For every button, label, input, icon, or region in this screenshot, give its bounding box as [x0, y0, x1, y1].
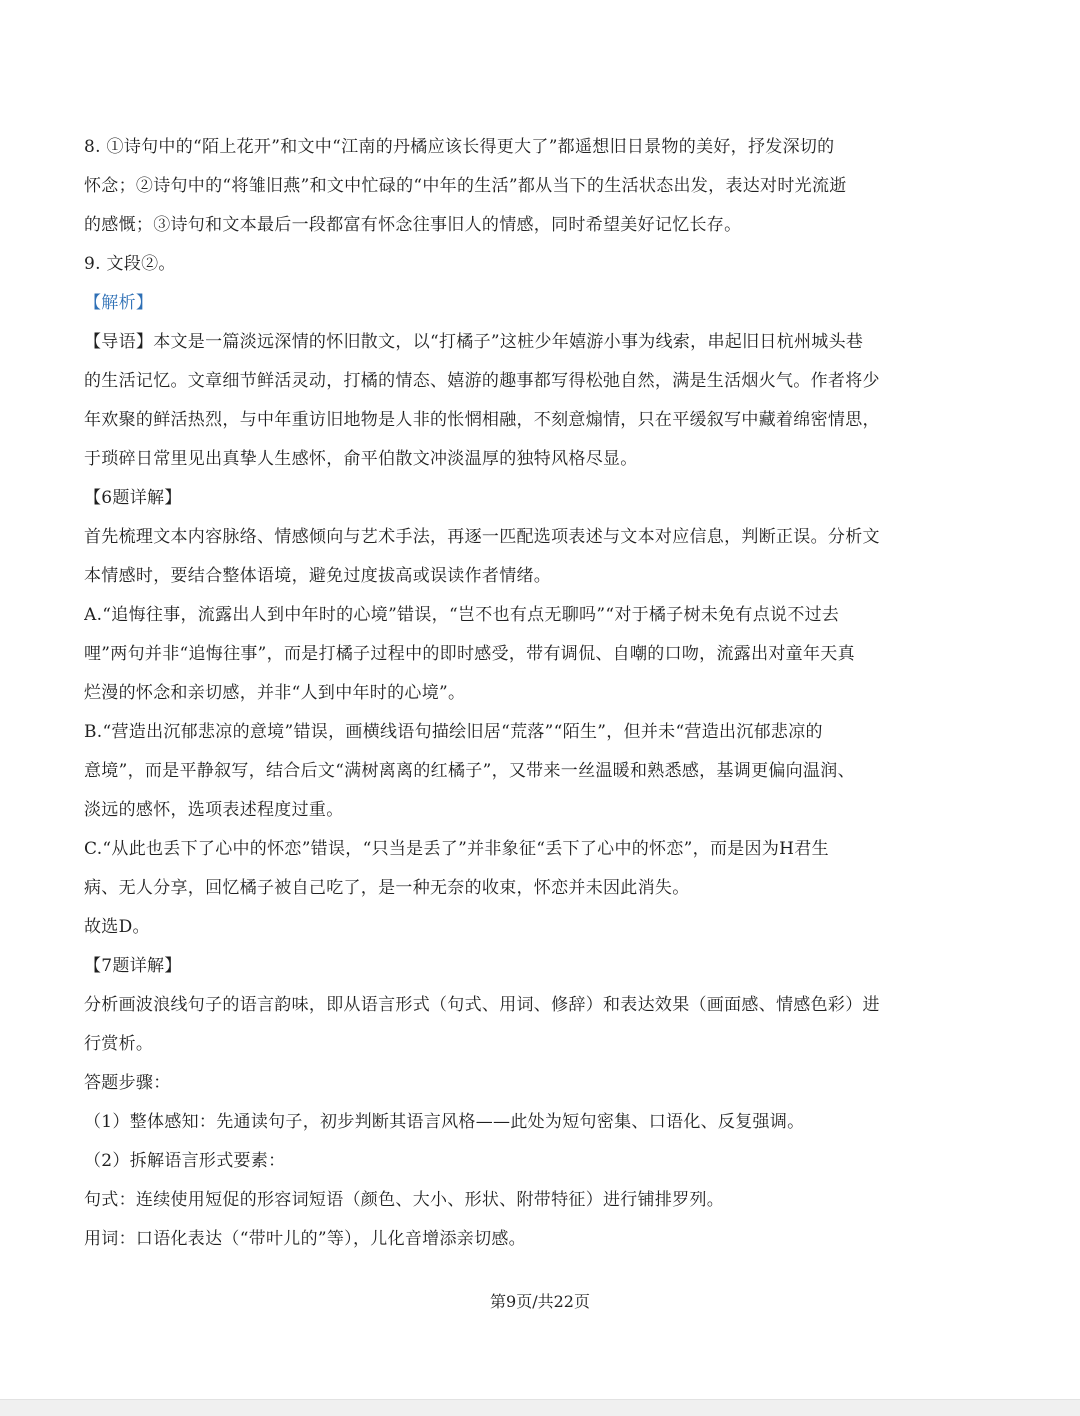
text-line: 行赏析。: [84, 1034, 154, 1054]
text-line: 首先梳理文本内容脉络、情感倾向与艺术手法，再逐一匹配选项表述与文本对应信息，判断正误。分析文: [84, 527, 880, 547]
answer-body: [84, 128, 984, 1259]
text-line: 哩”两句并非“追悔往事”，而是打橘子过程中的即时感受，带有调侃、自嘲的口吻，流露出对童年天真: [84, 644, 855, 664]
text-line: 分析画波浪线句子的语言韵味，即从语言形式（句式、用词、修辞）和表达效果（画面感、情感色彩）进: [84, 995, 880, 1015]
text-line: A.“追悔往事，流露出人到中年时的心境”错误，“岂不也有点无聊吗”“对于橘子树未免有点说不过去: [84, 605, 840, 625]
text-line: 8. ①诗句中的“陌上花开”和文中“江南的丹橘应该长得更大了”都遥想旧日景物的美好，抒发深切的: [84, 137, 835, 157]
text-line: 本情感时，要结合整体语境，避免过度拔高或误读作者情绪。: [84, 566, 552, 586]
text-line: 的生活记忆。文章细节鲜活灵动，打橘的情态、嬉游的趣事都写得松弛自然，满是生活烟火气。作者将少: [84, 371, 880, 391]
text-line: B.“营造出沉郁悲凉的意境”错误，画横线语句描绘旧居“荒落”“陌生”，但并未“营造出沉郁悲凉的: [84, 722, 823, 742]
text-line: 【导语】本文是一篇淡远深情的怀旧散文，以“打橘子”这桩少年嬉游小事为线索，串起旧日杭州城头巷: [84, 332, 864, 352]
text-line: （1）整体感知：先通读句子，初步判断其语言风格——此处为短句密集、口语化、反复强调。: [84, 1112, 805, 1132]
section-heading-q6: 【6题详解】: [84, 488, 182, 508]
text-line: 于琐碎日常里见出真挚人生感怀，俞平伯散文冲淡温厚的独特风格尽显。: [84, 449, 638, 469]
text-line: 答题步骤：: [84, 1073, 171, 1093]
text-line: C.“从此也丢下了心中的怀恋”错误，“只当是丢了”并非象征“丢下了心中的怀恋”，而是因为H君生: [84, 839, 829, 859]
analysis-heading: 【解析】: [84, 293, 154, 313]
text-line: 故选D。: [84, 917, 150, 937]
text-line: 的感慨；③诗句和文本最后一段都富有怀念往事旧人的情感，同时希望美好记忆长存。: [84, 215, 742, 235]
text-line: 9. 文段②。: [84, 254, 176, 274]
text-line: 年欢聚的鲜活热烈，与中年重访旧地物是人非的怅惘相融，不刻意煽情，只在平缓叙写中藏着绵密情思，: [84, 410, 880, 430]
text-line: 怀念；②诗句中的“将雏旧燕”和文中忙碌的“中年的生活”都从当下的生活状态出发，表达对时光流逝: [84, 176, 847, 196]
page-number: 第9页/共22页: [490, 1292, 590, 1311]
text-line: 病、无人分享，回忆橘子被自己吃了，是一种无奈的收束，怀恋并未因此消失。: [84, 878, 690, 898]
text-line: 意境”，而是平静叙写，结合后文“满树离离的红橘子”，又带来一丝温暖和熟悉感，基调更偏向温润、: [84, 761, 855, 781]
text-line: 用词：口语化表达（“带叶儿的”等），儿化音增添亲切感。: [84, 1229, 526, 1249]
scroll-bar-strip: [0, 1399, 1080, 1416]
text-line: （2）拆解语言形式要素：: [84, 1151, 286, 1171]
text-line: 淡远的感怀，选项表述程度过重。: [84, 800, 344, 820]
text-line: 句式：连续使用短促的形容词短语（颜色、大小、形状、附带特征）进行铺排罗列。: [84, 1190, 725, 1210]
text-line: 烂漫的怀念和亲切感，并非“人到中年时的心境”。: [84, 683, 466, 703]
section-heading-q7: 【7题详解】: [84, 956, 182, 976]
